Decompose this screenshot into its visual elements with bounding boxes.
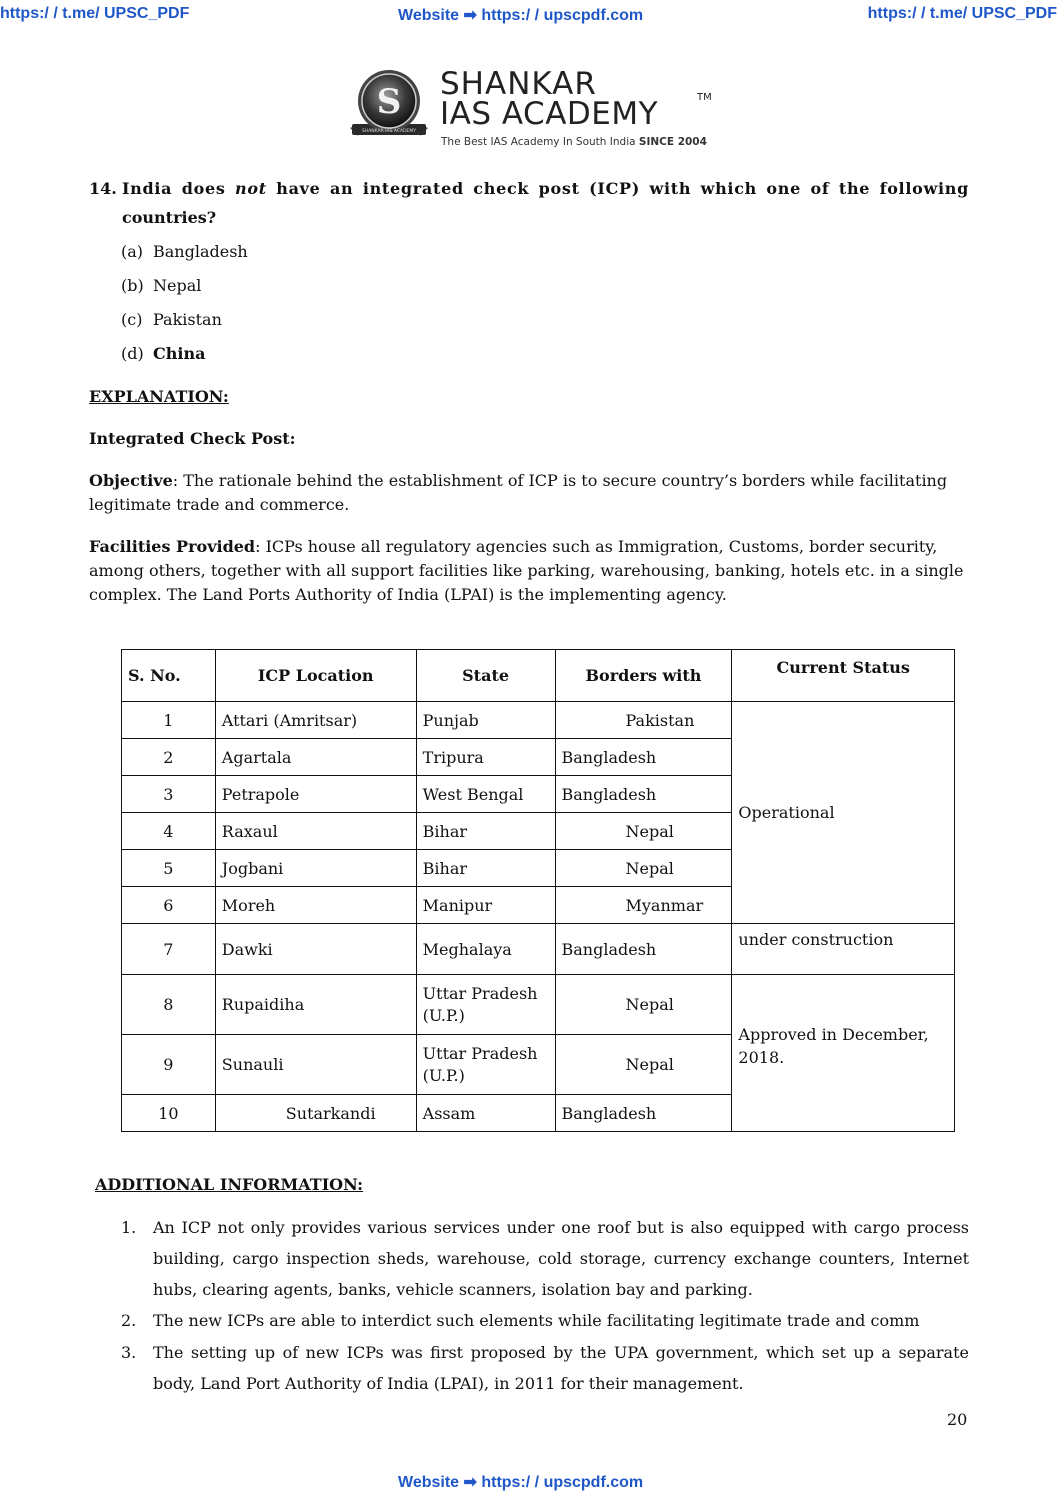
status-approved: Approved in December, 2018. [732,975,955,1132]
icp-subheading: Integrated Check Post: [89,429,296,448]
website-link-top[interactable]: Website ➡ https:/ / upscpdf.com [398,7,644,24]
logo-tagline: The Best IAS Academy In South India SINCE 2004 [441,136,707,148]
question-number: 14. [89,179,117,198]
svg-text:SHANKAR IAS ACADEMY: SHANKAR IAS ACADEMY [361,129,417,134]
website-link-bottom[interactable]: Website ➡ https:/ / upscpdf.com [398,1474,644,1491]
logo-name-line2: IAS ACADEMY [440,96,659,132]
trademark-mark: TM [697,92,712,103]
table-row: 5 Jogbani Bihar Nepal [122,850,955,887]
list-item: 1. An ICP not only provides various services under one roof but is also equipped with cargo process building, cargo inspection sheds, warehouse, cold storage, currency exchange counters, Internet hubs, clearing agents, banks, vehicle scanners, isolation bay and parking. [121,1218,969,1299]
option-d-answer: (d) China [121,344,206,363]
academy-emblem-icon [344,66,434,152]
facilities-paragraph: Facilities Provided: ICPs house all regulatory agencies such as Immigration, Customs, border security, among others, together with all support facilities like parking, warehousing, banking, hotels etc. in a single complex. The Land Ports Authority of India (LPAI) is the implementing agency. [89,537,964,604]
header-sno: S. No. [122,650,216,702]
table-row: 7 Dawki Meghalaya Bangladesh under construction [122,924,955,975]
objective-paragraph: Objective: The rationale behind the establishment of ICP is to secure country’s borders while facilitating legitimate trade and commerce. [89,471,948,514]
icp-table [121,649,955,1132]
additional-info-heading: ADDITIONAL INFORMATION: [95,1175,364,1194]
header-status: Current Status [732,650,955,702]
option-a: (a) Bangladesh [121,242,248,261]
status-operational: Operational [732,702,955,924]
header-state: State [416,650,555,702]
explanation-heading: EXPLANATION: [89,387,229,406]
table-row: 4 Raxaul Bihar Nepal [122,813,955,850]
question-text-line2: countries? [122,208,217,227]
list-item: 3. The setting up of new ICPs was first proposed by the UPA government, which set up a separate body, Land Port Authority of India (LPAI), in 2011 for their management. [121,1343,969,1393]
page-number: 20 [947,1410,968,1429]
header-location: ICP Location [215,650,416,702]
table-row: 2 Agartala Tripura Bangladesh [122,739,955,776]
table-row: 10 Sutarkandi Assam Bangladesh [122,1095,955,1132]
question-text-line1: India does not have an integrated check post (ICP) with which one of the following [122,179,969,198]
header-borders: Borders with [555,650,732,702]
list-item: 2. The new ICPs are able to interdict such elements while facilitating legitimate trade and comm [121,1311,920,1330]
academy-logo [344,66,724,156]
logo-name-line1: SHANKAR [440,66,597,102]
table-row: 9 Sunauli Uttar Pradesh (U.P.) Nepal [122,1035,955,1095]
option-b: (b) Nepal [121,276,202,295]
table-row: 3 Petrapole West Bengal Bangladesh [122,776,955,813]
status-under-construction: under construction [732,924,955,975]
table-row: 8 Rupaidiha Uttar Pradesh (U.P.) Nepal Approved in December, 2018. [122,975,955,1035]
telegram-link-right[interactable]: https:/ / t.me/ UPSC_PDF [867,5,1057,22]
table-row: 1 Attari (Amritsar) Punjab Pakistan Operational [122,702,955,739]
svg-text:S: S [376,82,402,122]
table-row: 6 Moreh Manipur Myanmar [122,887,955,924]
table-header-row [122,650,955,702]
telegram-link-left[interactable]: https:/ / t.me/ UPSC_PDF [0,5,190,22]
option-c: (c) Pakistan [121,310,222,329]
